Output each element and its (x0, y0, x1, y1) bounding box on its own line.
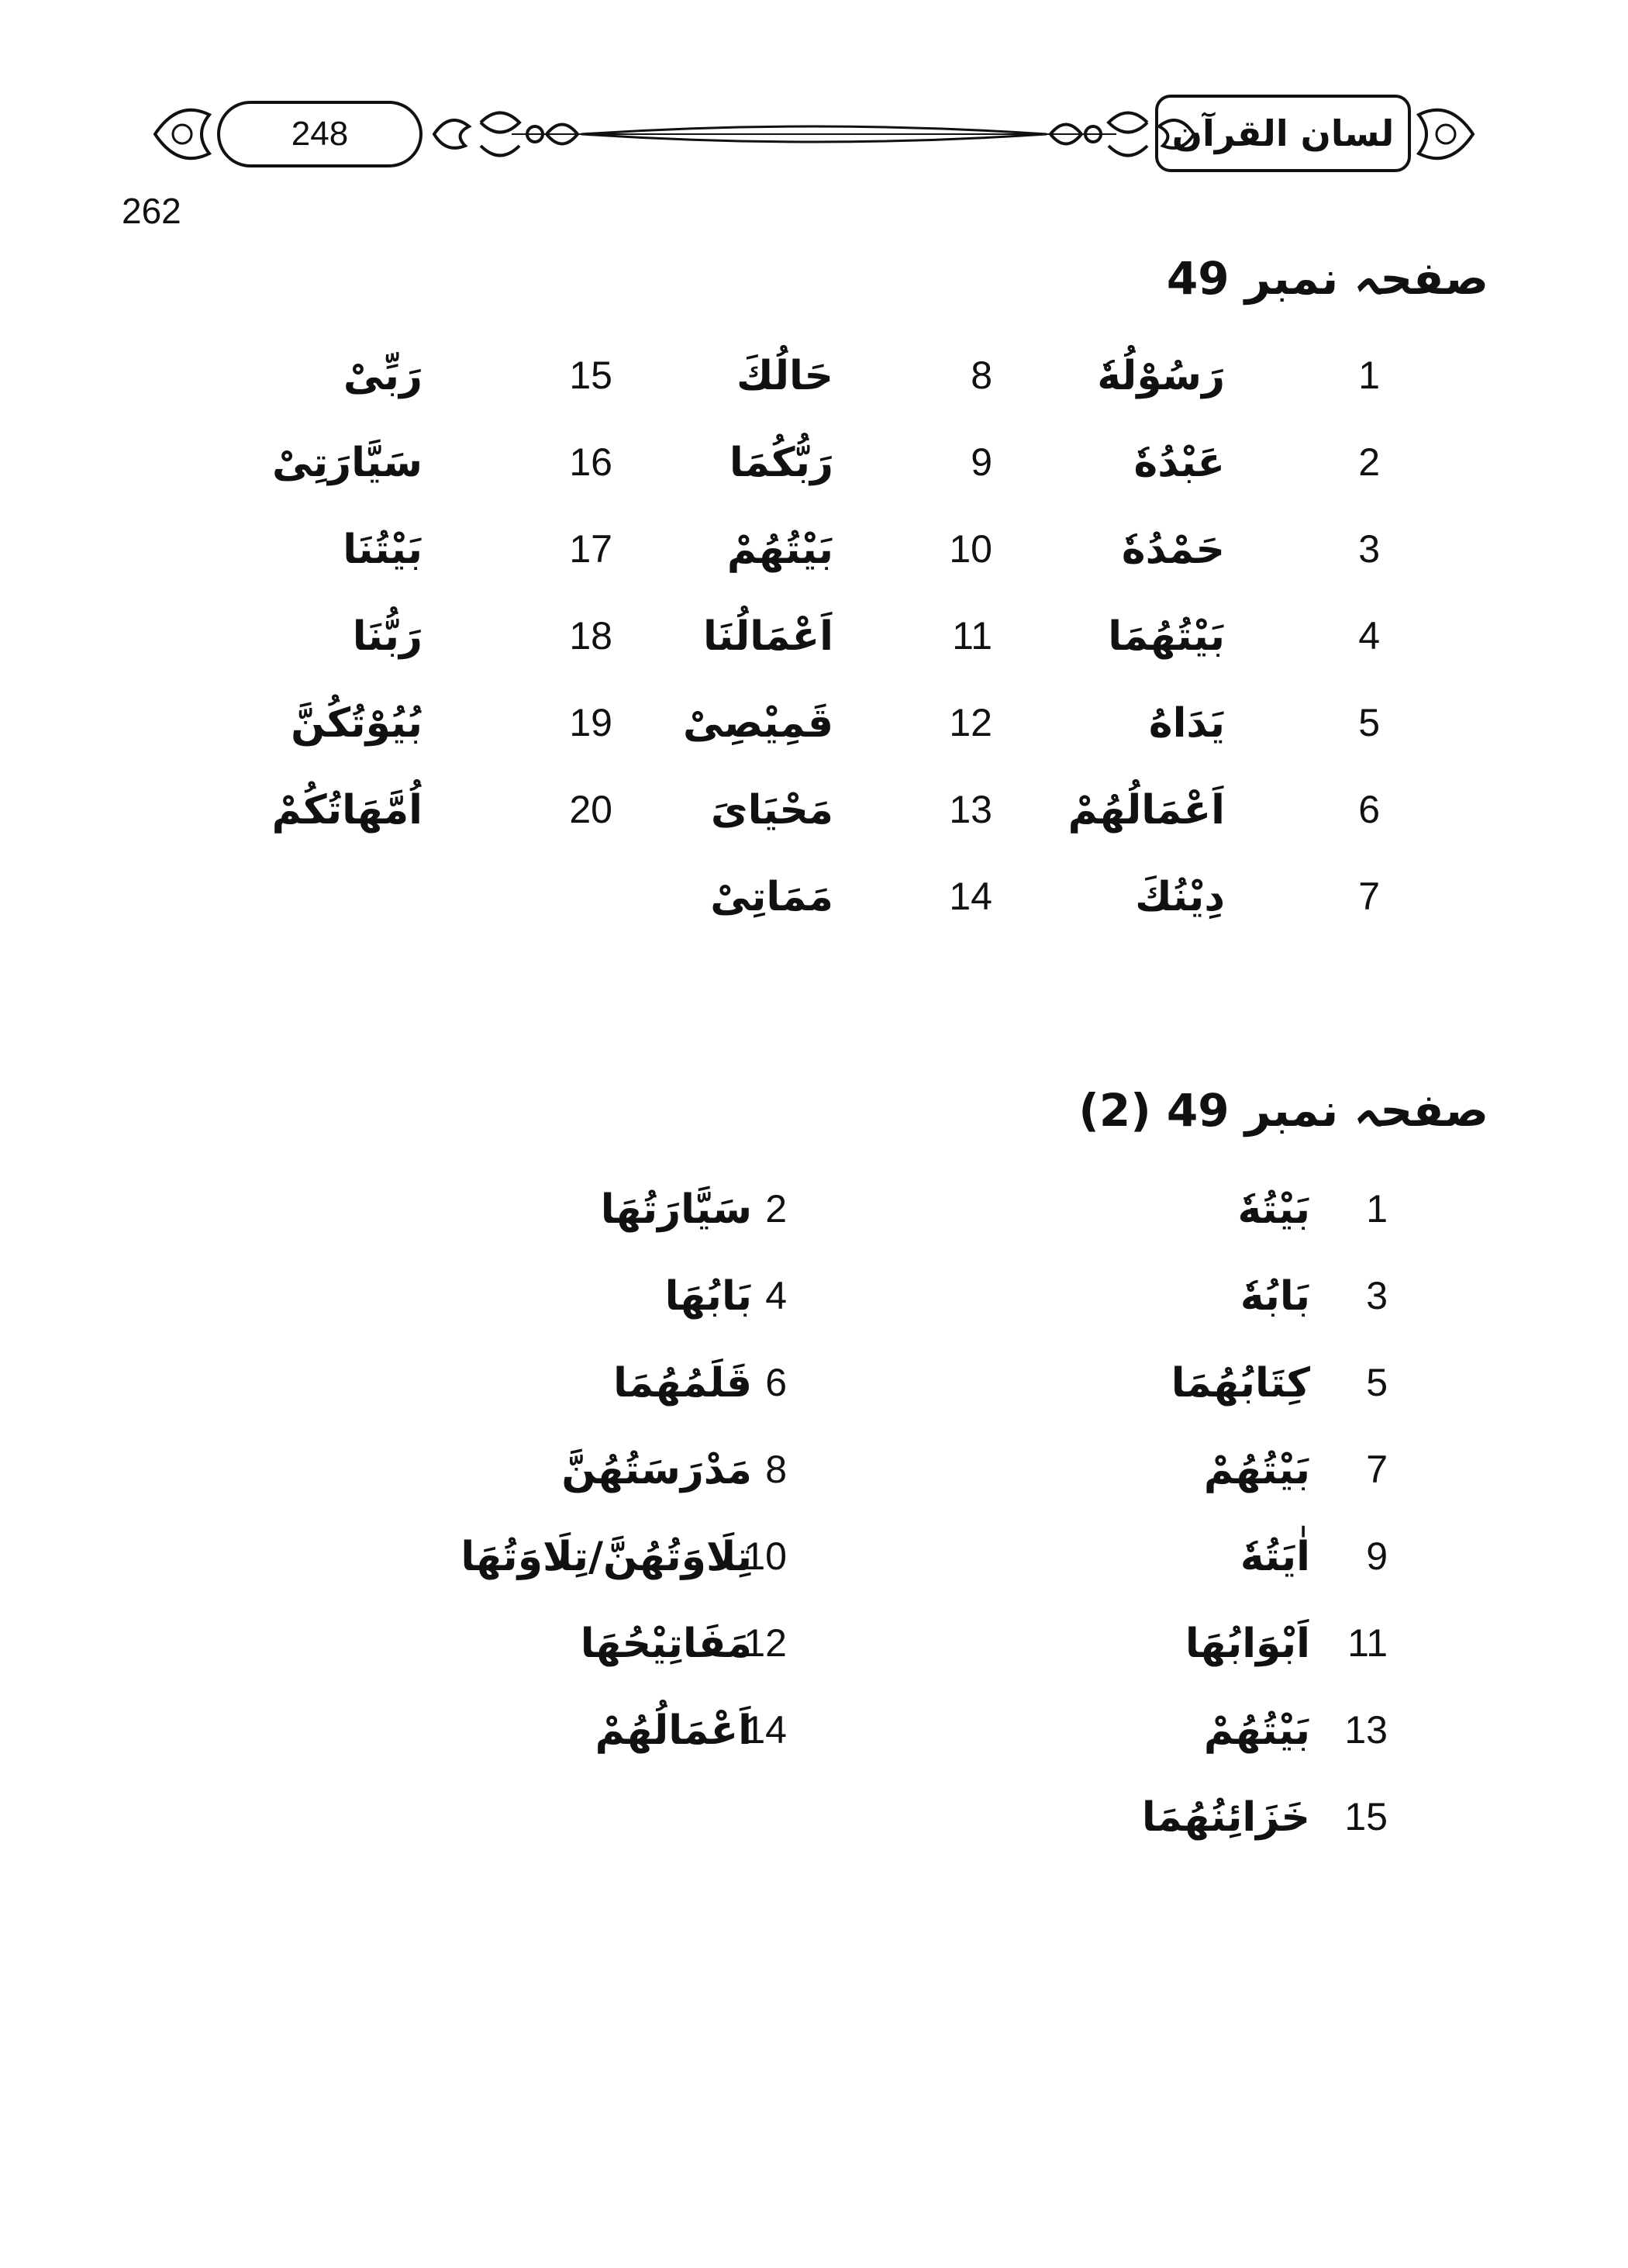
list-item-number: 17 (569, 527, 612, 571)
list-item-number: 20 (569, 788, 612, 831)
list-item-word: بَيْتُهُمَا (1108, 613, 1225, 660)
list-item-word: عَبْدُهٗ (1133, 440, 1225, 486)
list-item-word: مَفَاتِيْحُهَا (580, 1621, 752, 1667)
list-item-word: قَلَمُهُمَا (613, 1360, 752, 1407)
list-item-number: 18 (569, 614, 612, 658)
list-item-number: 8 (765, 1448, 787, 1491)
list-item-number: 15 (1344, 1795, 1388, 1838)
list-item-number: 7 (1366, 1448, 1388, 1491)
page-header (147, 84, 1481, 185)
list-item-number: 9 (971, 440, 992, 484)
list-item-word: اَعْمَالُنَا (702, 613, 833, 660)
list-item-word: اُمَّهَاتُكُمْ (271, 787, 423, 834)
list-item-word: حَمْدُهٗ (1121, 526, 1225, 573)
list-item-number: 11 (952, 614, 992, 658)
list-item-number: 9 (1366, 1534, 1388, 1578)
list-item-number: 15 (569, 354, 612, 397)
list-item-word: بُيُوْتُكُنَّ (291, 700, 423, 747)
list-item-word: اَعْمَالُهُمْ (1068, 787, 1225, 834)
list-item-number: 11 (1347, 1621, 1388, 1665)
list-item-word: مَحْيَایَ (710, 787, 833, 834)
list-item-number: 1 (1366, 1187, 1388, 1231)
list-item-number: 3 (1358, 527, 1380, 571)
list-item-number: 6 (765, 1361, 787, 1404)
corner-page-mark: 262 (122, 191, 181, 231)
list-item-number: 14 (949, 875, 992, 918)
list-item-word: مَدْرَسَتُهُنَّ (561, 1447, 752, 1493)
list-item-word: رَسُوْلُهٗ (1097, 353, 1225, 399)
list-item-number: 2 (765, 1187, 787, 1231)
section2-heading: صفحہ نمبر 49 (2) (1078, 1084, 1488, 1137)
list-item-word: بَيْتُهُمْ (1203, 1447, 1310, 1493)
list-item-number: 12 (949, 701, 992, 744)
list-item-number: 5 (1366, 1361, 1388, 1404)
list-item-number: 8 (971, 354, 992, 397)
list-item-word: سَيَّارَتِیْ (272, 440, 423, 486)
list-item-number: 19 (569, 701, 612, 744)
list-item-number: 13 (1344, 1708, 1388, 1752)
list-item-number: 2 (1358, 440, 1380, 484)
list-item-number: 1 (1358, 354, 1380, 397)
list-item-number: 7 (1358, 875, 1380, 918)
header-page-number: 248 (217, 101, 423, 167)
list-item-word: اٰيَتُهٗ (1240, 1534, 1310, 1580)
list-item-word: خَزَائِنُهُمَا (1141, 1794, 1310, 1841)
list-item-word: بَابُهَا (664, 1273, 752, 1320)
list-item-word: رَبُّنَا (352, 613, 423, 660)
list-item-number: 4 (765, 1274, 787, 1317)
list-item-word: رَبُّكُمَا (729, 440, 833, 486)
list-item-number: 4 (1358, 614, 1380, 658)
list-item-word: مَمَاتِیْ (710, 874, 833, 920)
list-item-number: 6 (1358, 788, 1380, 831)
list-item-word: بَيْتُهُمْ (726, 526, 833, 573)
list-item-number: 16 (569, 440, 612, 484)
list-item-word: بَيْتُهُمْ (1203, 1707, 1310, 1754)
list-item-number: 10 (949, 527, 992, 571)
list-item-number: 3 (1366, 1274, 1388, 1317)
section1-heading: صفحہ نمبر 49 (1166, 252, 1488, 305)
list-item-number: 12 (743, 1621, 787, 1665)
list-item-word: بَيْتُنَا (343, 526, 423, 573)
list-item-word: كِتَابُهُمَا (1171, 1360, 1310, 1407)
list-item-number: 13 (949, 788, 992, 831)
list-item-word: اَعْمَالُهُمْ (595, 1707, 752, 1754)
list-item-number: 14 (743, 1708, 787, 1752)
list-item-word: رَبِّیْ (343, 353, 423, 399)
list-item-word: بَابُهٗ (1240, 1273, 1310, 1320)
list-item-word: بَيْتُهٗ (1237, 1186, 1310, 1233)
header-book-title: لسان القرآن (1155, 95, 1411, 172)
list-item-word: سَيَّارَتُهَا (600, 1186, 752, 1233)
list-item-number: 10 (743, 1534, 787, 1578)
list-item-word: دِيْنُكَ (1135, 874, 1225, 920)
list-item-word: تِلَاوَتُهُنَّ/تِلَاوَتُهَا (460, 1534, 752, 1580)
list-item-word: يَدَاهُ (1148, 700, 1225, 747)
list-item-word: اَبْوَابُهَا (1185, 1621, 1310, 1667)
list-item-word: حَالُكَ (736, 353, 833, 399)
list-item-word: قَمِيْصِیْ (683, 700, 833, 747)
list-item-number: 5 (1358, 701, 1380, 744)
